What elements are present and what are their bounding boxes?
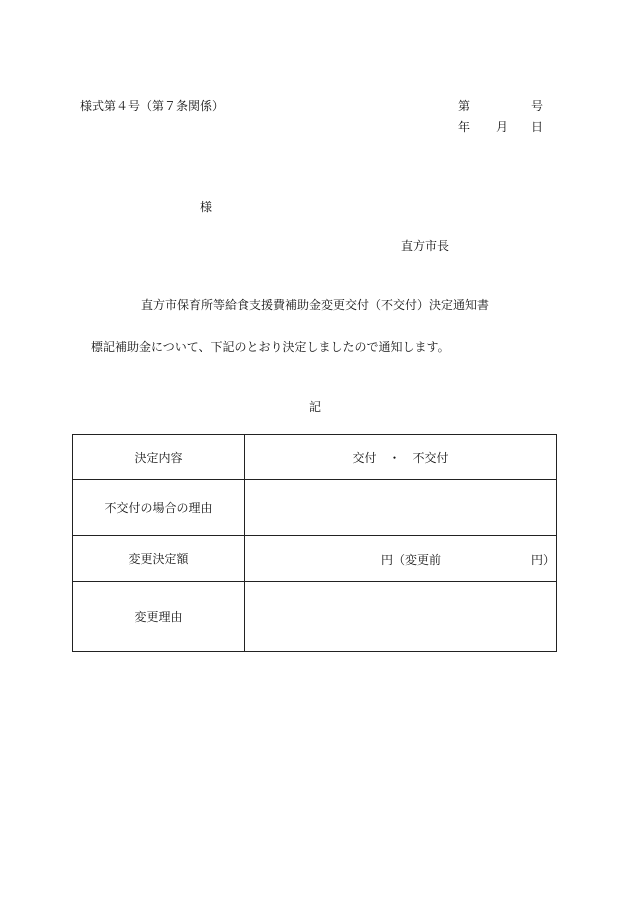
issuer-name: 直方市長: [401, 239, 450, 253]
document-number-prefix: 第: [458, 99, 471, 113]
form-number-label: 様式第４号（第７条関係）: [80, 99, 225, 113]
decision-content-value: 交付 ・ 不交付: [245, 435, 557, 480]
non-grant-reason-value: [245, 480, 557, 536]
changed-amount-value: [245, 536, 557, 582]
decision-table: [72, 434, 557, 652]
table-row: [73, 435, 557, 480]
date-year-label: 年: [458, 120, 471, 134]
change-reason-label: 変更理由: [73, 582, 245, 652]
document-title: 直方市保育所等給食支援費補助金変更交付（不交付）決定通知書: [140, 298, 489, 312]
table-row: [73, 536, 557, 582]
recipient-honorific: 様: [200, 200, 213, 214]
change-reason-value: [245, 582, 557, 652]
decision-content-label: 決定内容: [73, 435, 245, 480]
table-row: [73, 480, 557, 536]
changed-amount-yen-text: 円（変更前: [381, 553, 442, 567]
document-number-suffix: 号: [531, 99, 544, 113]
changed-amount-close-text: 円）: [531, 553, 556, 567]
changed-amount-label: 変更決定額: [73, 536, 245, 582]
ki-heading: 記: [308, 400, 321, 414]
table-row: [73, 582, 557, 652]
date-month-label: 月: [496, 120, 509, 134]
date-day-label: 日: [531, 120, 544, 134]
non-grant-reason-label: 不交付の場合の理由: [73, 480, 245, 536]
body-text: 標記補助金について、下記のとおり決定しましたので通知します。: [91, 340, 450, 354]
